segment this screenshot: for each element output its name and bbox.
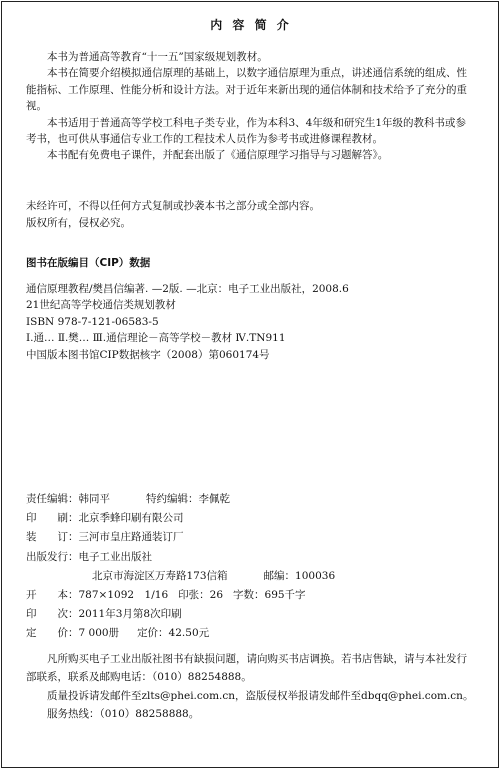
cip-heading: 图书在版编目（CIP）数据 — [26, 257, 151, 269]
intro-paragraph: 本书在简要介绍模拟通信原理的基础上，以数字通信原理为重点，讲述通信系统的组成、性能指标、工作原理、性能分析和设计方法。对于近年来新出现的通信体制和技术给予了充分的重视。 — [26, 67, 467, 113]
editor-name: 韩同平 — [78, 493, 110, 505]
format-row — [26, 586, 476, 605]
purchase-paragraph: 凡所购买电子工业出版社图书有缺损问题，请向购买书店调换。若书店售缺，请与本社发行部联系，联系及邮购电话：（010）88254888。 — [26, 653, 467, 684]
page-content — [26, 2, 476, 767]
no-copy-notice: 未经许可，不得以任何方式复制或抄袭本书之部分或全部内容。 — [26, 200, 320, 212]
intro-paragraph: 本书适用于普通高等学校工科电子类专业，作为本科3、4年级和研究生1年级的教科书或参考书，也可供从事通信专业工作的工程技术人员作为参考书或进修课程教材。 — [26, 116, 467, 146]
cip-data — [26, 281, 476, 363]
cip-line: 通信原理教程/樊昌信编著. —2版. —北京：电子工业出版社，2008.6 — [26, 283, 349, 295]
publisher-postcode: 邮编：100036 — [263, 569, 336, 582]
all-rights-reserved: 版权所有，侵权必究。 — [26, 217, 131, 229]
book-introduction — [26, 49, 476, 164]
publisher-value: 电子工业出版社 — [78, 550, 152, 563]
complaint-paragraph: 质量投诉请发邮件至zlts@phei.com.cn，盗版侵权举报请发邮件至dbqq@phei.com.cn。 — [47, 689, 474, 702]
address-row — [26, 567, 476, 586]
edition-label: 印 次： — [26, 608, 79, 621]
sheets-value: 印张：26 — [178, 589, 224, 602]
words-value: 字数：695千字 — [233, 589, 306, 602]
rights-notice — [26, 198, 476, 232]
price-value: 定价：42.50元 — [137, 627, 210, 640]
service-hotline: 服务热线：（010）88258888。 — [47, 708, 200, 721]
printer-row — [26, 509, 476, 528]
cip-line: Ⅰ.通… Ⅱ.樊… Ⅲ.通信理论－高等学校－教材 Ⅳ.TN911 — [26, 332, 286, 345]
publisher-label: 出版发行： — [26, 550, 79, 563]
copyright-page — [1, 1, 499, 768]
publication-credits — [26, 490, 476, 644]
edition-row — [26, 605, 476, 624]
cip-line: 21世纪高等学校通信类规划教材 — [26, 299, 176, 312]
editor-row — [26, 490, 476, 509]
print-run-label: 定 价： — [26, 627, 79, 640]
publisher-address: 北京市海淀区万寿路173信箱 — [92, 569, 228, 582]
printer-value: 北京季蜂印刷有限公司 — [78, 512, 184, 525]
special-editor-label: 特约编辑： — [146, 493, 199, 505]
format-value: 787×1092 1/16 — [78, 589, 169, 602]
print-run-row — [26, 624, 476, 643]
intro-paragraph: 本书配有免费电子课件，并配套出版了《通信原理学习指导与习题解答》。 — [47, 149, 389, 162]
binding-label: 装 订： — [26, 531, 79, 544]
publisher-row — [26, 548, 476, 567]
purchase-info — [26, 650, 476, 724]
editor-label: 责任编辑： — [26, 493, 79, 505]
binding-row — [26, 528, 476, 547]
special-editor-name: 李佩乾 — [198, 493, 230, 505]
format-label: 开 本： — [26, 589, 79, 602]
page-title: 内 容 简 介 — [210, 18, 292, 32]
print-run-count: 7 000册 — [78, 627, 120, 640]
cip-line: 中国版本图书馆CIP数据核字（2008）第060174号 — [26, 348, 270, 361]
printer-label: 印 刷： — [26, 512, 79, 525]
binding-value: 三河市皇庄路通装订厂 — [78, 531, 184, 544]
edition-value: 2011年3月第8次印刷 — [78, 608, 182, 621]
cip-line: ISBN 978-7-121-06583-5 — [26, 315, 159, 328]
intro-paragraph: 本书为普通高等教育“十一五”国家级规划教材。 — [47, 51, 268, 63]
